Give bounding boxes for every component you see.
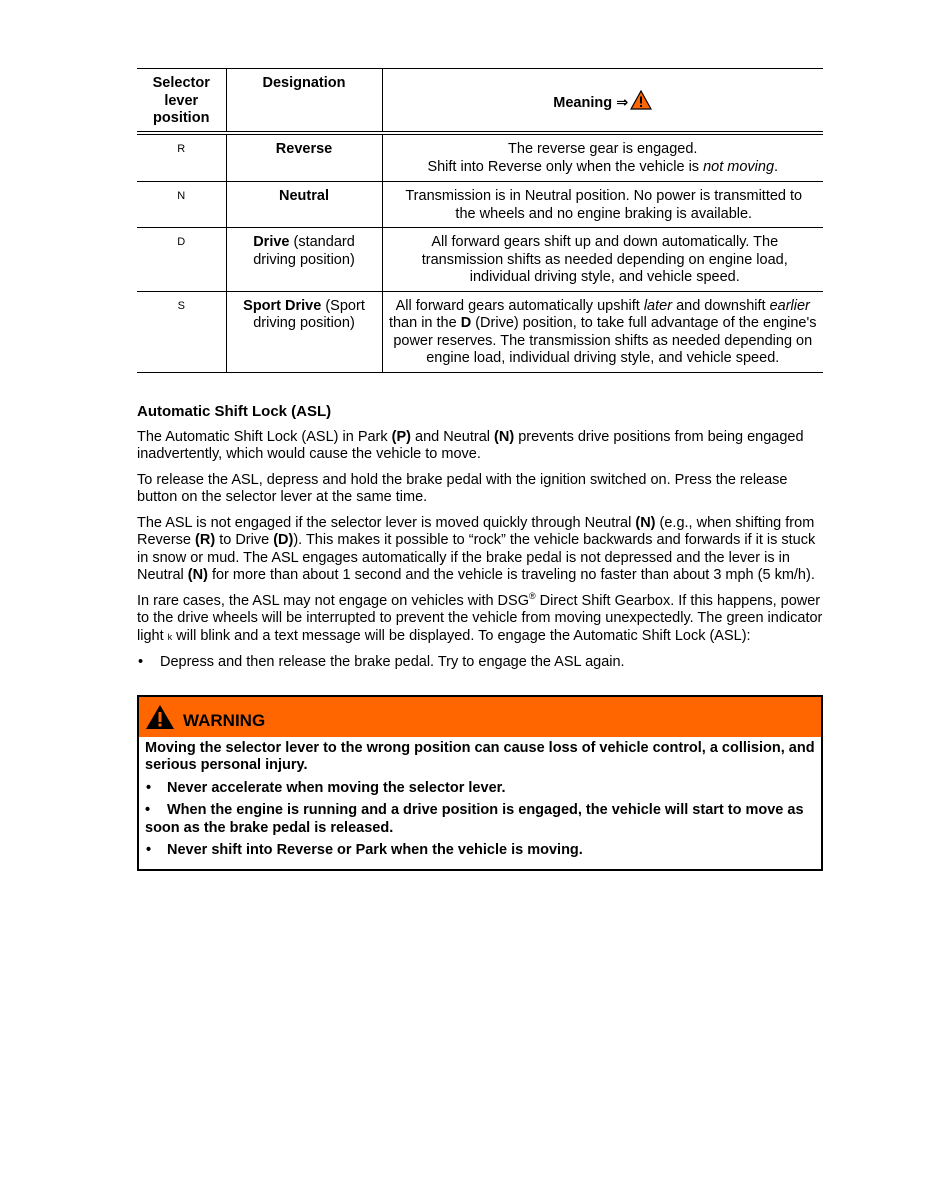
meaning-text: and downshift [672, 297, 770, 314]
bold-text: (N) [187, 567, 208, 583]
warning-item [145, 780, 815, 798]
row-meaning: All forward gears shift up and down automatically. The transmission shifts as needed depending on engine load, individual driving style, and vehicle speed. [382, 228, 823, 292]
section-heading: Automatic Shift Lock (ASL) [137, 402, 332, 420]
table-row [137, 228, 823, 292]
warning-box [137, 695, 823, 871]
meaning-text: than in the [388, 315, 461, 331]
text: The Automatic Shift Lock (ASL) in Park [137, 428, 392, 445]
designation-bold: Neutral [279, 188, 329, 204]
table-header-row [137, 69, 823, 134]
warning-item-text: When the engine is running and a drive position is engaged, the vehicle will start to move as soon as the brake pedal is released. [145, 802, 804, 836]
paragraph [137, 590, 823, 647]
warning-item-text: Never accelerate when moving the selector lever. [167, 779, 506, 796]
header-designation: Designation [226, 69, 382, 134]
row-position: N [137, 182, 226, 228]
row-designation [226, 228, 382, 292]
table-row [137, 182, 823, 228]
meaning-line: The reverse gear is engaged. [508, 141, 698, 157]
warning-header [139, 697, 821, 737]
bold-text: (P) [391, 428, 412, 445]
header-meaning [382, 69, 823, 134]
row-position: D [137, 228, 226, 292]
warning-item [145, 842, 815, 860]
paragraph: To release the ASL, depress and hold the brake pedal with the ignition switched on. Press the release button on the selector lever at the same time. [137, 471, 788, 505]
text: In rare cases, the ASL may not engage on vehicles with DSG [137, 592, 529, 609]
meaning-italic: earlier [769, 297, 810, 314]
meaning-italic: later [643, 297, 673, 314]
text: (e.g., when shifting from Reverse [137, 514, 815, 548]
header-meaning-label: Meaning ⇒ [553, 95, 629, 112]
bold-text: (D) [273, 532, 294, 548]
row-position: S [137, 291, 226, 372]
designation-bold: Sport Drive [243, 297, 322, 314]
meaning-text: All forward gears automatically upshift [395, 297, 644, 314]
text: for more than about 1 second and the vehicle is traveling no faster than about 3 mph (5 km/h). [207, 567, 815, 583]
table-row [137, 291, 823, 372]
warning-title: WARNING [183, 710, 266, 730]
registered-mark: ® [528, 590, 536, 601]
bold-text: (R) [195, 532, 216, 548]
designation-rest: (Sport driving position) [253, 297, 365, 331]
manual-page [137, 68, 823, 871]
meaning-italic: not moving [703, 158, 775, 175]
paragraph [137, 515, 823, 585]
warning-triangle-icon [145, 704, 175, 730]
row-position: R [137, 133, 226, 182]
text: prevents drive positions from being engaged inadvertently, which would cause the vehicle to move. [137, 428, 804, 462]
meaning-bold: D [460, 315, 472, 331]
row-designation [226, 133, 382, 182]
bullet-symbol: • [146, 842, 152, 858]
text: ). This makes it possible to “rock” the vehicle backwards and forwards if it is stuck in snow or mud. The ASL engages automatically if the brake pedal is not depressed and the lever is in Neutral [137, 532, 816, 583]
text: and Neutral [411, 428, 495, 445]
paragraph [137, 429, 823, 464]
meaning-text: Shift into Reverse only when the vehicle is [427, 158, 704, 175]
designation-bold: Drive [253, 234, 290, 250]
text: Direct Shift Gearbox. If this happens, power to the drive wheels will be interrupted to prevent the vehicle from moving unexpectedly. The green indicator light [137, 592, 823, 644]
row-designation [226, 182, 382, 228]
selector-positions-table [137, 68, 823, 373]
designation-rest: (standard driving position) [253, 234, 355, 268]
bullet-symbol: • [146, 779, 152, 796]
indicator-light-icon: k [167, 631, 173, 642]
warning-triangle-icon [630, 90, 652, 110]
bold-text: (N) [635, 514, 656, 531]
bullet-list [137, 654, 823, 672]
text: The ASL is not engaged if the selector lever is moved quickly through Neutral [137, 514, 636, 531]
text: to Drive [215, 532, 274, 548]
list-item: • Depress and then release the brake pedal. Try to engage the ASL again. [137, 654, 823, 672]
warning-item-text: Never shift into Reverse or Park when the vehicle is moving. [167, 842, 583, 858]
row-meaning: Transmission is in Neutral position. No power is transmitted to the wheels and no engine braking is available. [382, 182, 823, 228]
bullet-symbol: • [145, 802, 151, 818]
row-meaning [382, 133, 823, 182]
warning-item [145, 802, 815, 837]
table-row [137, 133, 823, 182]
warning-body [139, 737, 821, 869]
text: will blink and a text message will be displayed. To engage the Automatic Shift Lock (ASL): [172, 627, 751, 644]
warning-intro: Moving the selector lever to the wrong position can cause loss of vehicle control, a collision, and serious personal injury. [145, 739, 815, 773]
meaning-text: . [774, 158, 779, 175]
header-position: Selector lever position [137, 69, 226, 134]
designation-bold: Reverse [275, 141, 333, 157]
bold-text: (N) [494, 428, 515, 445]
row-designation [226, 291, 382, 372]
row-meaning [382, 291, 823, 372]
meaning-text: (Drive) position, to take full advantage of the engine's power reserves. The transmission shifts as needed depending on engine load, individual driving style, and vehicle speed. [393, 315, 817, 366]
